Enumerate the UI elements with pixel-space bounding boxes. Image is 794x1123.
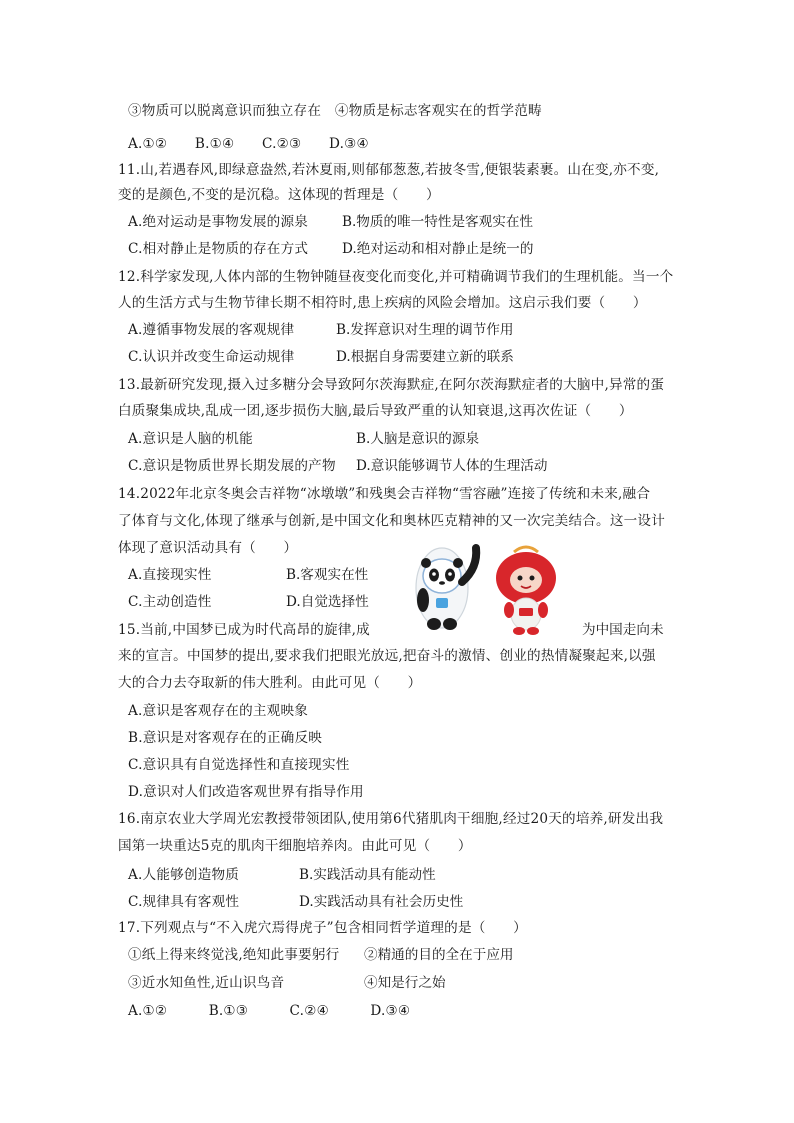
q13-option-d: D.意识能够调节人体的生理活动 [356,458,548,474]
q17-item-4: ④知是行之始 [364,975,446,991]
q12-option-b: B.发挥意识对生理的调节作用 [336,322,514,338]
q15-option-d: D.意识对人们改造客观世界有指导作用 [128,784,364,800]
q13-stem-line1: 13.最新研究发现,摄入过多糖分会导致阿尔茨海默症,在阿尔茨海默症者的大脑中,异常的蛋 [118,377,665,393]
q12-option-a: A.遵循事物发展的客观规律 [128,322,295,338]
q14-option-a: A.直接现实性 [128,567,212,583]
q12-option-d: D.根据自身需要建立新的联系 [336,349,514,365]
q15-stem-line3: 大的合力去夺取新的伟大胜利。由此可见（ ） [118,675,422,691]
q17-stem: 17.下列观点与“不入虎穴焉得虎子”包含相同哲学道理的是（ ） [118,920,527,936]
q14-stem-line3: 体现了意识活动具有（ ） [118,540,298,556]
prev-question-options: A.①② B.①④ C.②③ D.③④ [128,136,369,152]
q15-stem-line1-part1: 15.当前,中国梦已成为时代高昂的旋律,成 [118,622,370,638]
q12-stem-line2: 人的生活方式与生物节律长期不相符时,患上疾病的风险会增加。这启示我们要（ ） [118,295,647,311]
q16-stem-line1: 16.南京农业大学周光宏教授带领团队,使用第6代猪肌肉干细胞,经过20天的培养,研发出我 [118,811,664,827]
shuey-rhon-rhon-mascot-icon [496,547,556,635]
q12-option-c: C.认识并改变生命运动规律 [128,349,295,365]
q11-stem-line1: 11.山,若遇春风,即绿意盎然,若沐夏雨,则郁郁葱葱,若披冬雪,便银装素裹。山在变,亦不变, [118,162,660,178]
q16-option-d: D.实践活动具有社会历史性 [299,894,464,910]
q16-stem-line2: 国第一块重达5克的肌肉干细胞培养肉。由此可见（ ） [118,838,472,854]
q13-option-c: C.意识是物质世界长期发展的产物 [128,458,336,474]
q11-option-a: A.绝对运动是事物发展的源泉 [128,214,309,230]
q13-stem-line2: 白质聚集成块,乱成一团,逐步损伤大脑,最后导致严重的认知衰退,这再次佐证（ ） [118,403,633,419]
q11-stem-line2: 变的是颜色,不变的是沉稳。这体现的哲理是（ ） [118,187,440,203]
q14-option-c: C.主动创造性 [128,594,212,610]
q11-option-b: B.物质的唯一特性是客观实在性 [342,214,534,230]
q13-option-b: B.人脑是意识的源泉 [356,431,480,447]
q11-option-c: C.相对静止是物质的存在方式 [128,241,309,257]
q14-stem-line2: 了体育与文化,体现了继承与创新,是中国文化和奥林匹克精神的又一次完美结合。这一设计 [118,513,665,529]
q11-option-d: D.绝对运动和相对静止是统一的 [342,241,534,257]
q15-option-a: A.意识是客观存在的主观映象 [128,703,309,719]
bing-dwen-dwen-mascot-icon [416,548,476,630]
q15-stem-line2: 来的宣言。中国梦的提出,要求我们把眼光放远,把奋斗的激情、创业的热情凝聚起来,以强 [118,648,656,664]
q14-option-b: B.客观实在性 [286,567,369,583]
q14-option-d: D.自觉选择性 [286,594,369,610]
q15-option-b: B.意识是对客观存在的正确反映 [128,730,323,746]
q17-item-3: ③近水知鱼性,近山识鸟音 [128,975,285,991]
q13-option-a: A.意识是人脑的机能 [128,431,253,447]
q15-option-c: C.意识具有自觉选择性和直接现实性 [128,757,350,773]
q15-stem-line1-part2: 为中国走向未 [582,622,664,638]
prev-question-item-line: ③物质可以脱离意识而独立存在 ④物质是标志客观实在的哲学范畴 [128,103,542,119]
q16-option-b: B.实践活动具有能动性 [299,867,436,883]
q17-item-2: ②精通的目的全在于应用 [364,947,514,963]
q16-option-a: A.人能够创造物质 [128,867,240,883]
q17-options: A.①② B.①③ C.②④ D.③④ [128,1003,411,1019]
q17-item-1: ①纸上得来终觉浅,绝知此事要躬行 [128,947,340,963]
q14-stem-line1: 14.2022年北京冬奥会吉祥物“冰墩墩”和残奥会吉祥物“雪容融”连接了传统和未来,融合 [118,486,651,502]
q16-option-c: C.规律具有客观性 [128,894,240,910]
olympic-mascots-image [398,538,578,638]
q12-stem-line1: 12.科学家发现,人体内部的生物钟随昼夜变化而变化,并可精确调节我们的生理机能。当一个 [118,269,674,285]
